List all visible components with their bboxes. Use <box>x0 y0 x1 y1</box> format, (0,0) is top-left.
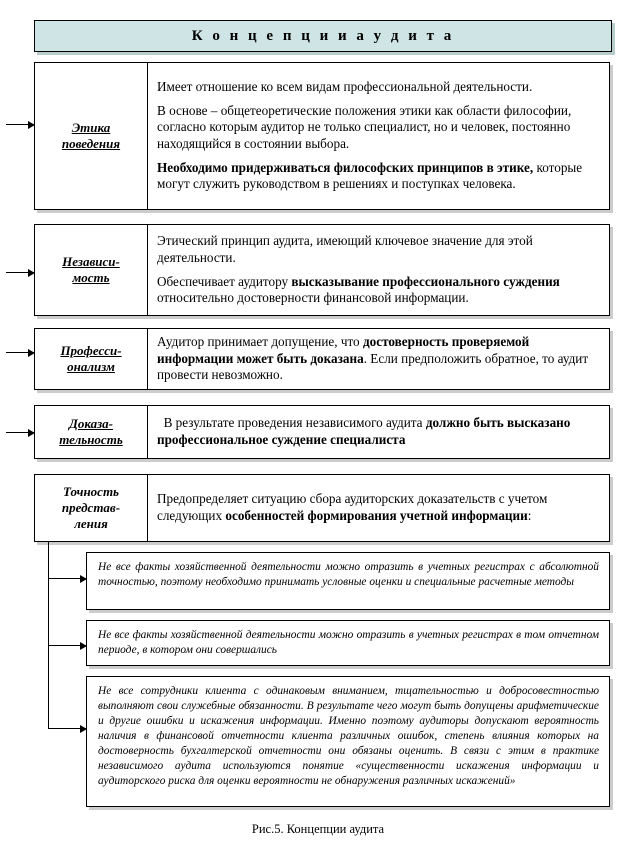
arrow-to-block-2 <box>6 272 34 273</box>
concept-body-evidence <box>147 406 609 458</box>
concept-paragraph: Обеспечивает аудитору высказывание профессионального суждения относительно достоверности финансовой информации. <box>157 273 560 306</box>
concept-paragraph: Необходимо придерживаться философских принципов в этике, которые могут служить руководством в решениях и поступках человека. <box>157 159 583 192</box>
concept-label-professionalism <box>35 329 147 389</box>
diagram-title: К о н ц е п ц и и а у д и т а <box>191 27 455 44</box>
concept-block-independence <box>34 224 610 316</box>
concept-block-accuracy <box>34 474 610 542</box>
figure-caption: Рис.5. Концепции аудита <box>251 822 385 836</box>
note-box <box>86 620 610 666</box>
concept-label-professionalism-text: Професси- онализм <box>60 342 122 374</box>
note-box <box>86 676 610 807</box>
concept-label-independence <box>35 225 147 315</box>
concept-block-evidence <box>34 405 610 459</box>
concept-label-ethics-text: Этика поведения <box>61 119 121 151</box>
concept-paragraph: Аудитор принимает допущение, что достоверность проверяемой информации может быть доказана. Если предположить обратное, то аудит провести невозможно. <box>157 334 589 383</box>
arrow-to-block-3 <box>6 352 34 353</box>
diagram-title-banner <box>34 20 612 52</box>
concept-block-ethics <box>34 62 610 210</box>
concept-paragraph: В результате проведения независимого аудита должно быть высказано профессиональное суждение специалиста <box>157 415 571 447</box>
concept-label-evidence-text: Доказа- тельность <box>59 415 123 447</box>
concept-paragraph: Этический принцип аудита, имеющий ключевое значение для этой деятельности. <box>157 233 533 265</box>
note-text: Не все факты хозяйственной деятельности можно отразить в учетных регистрах в том отчетном периоде, в котором они совершались <box>98 629 599 657</box>
concept-label-accuracy <box>35 475 147 541</box>
concept-label-independence-text: Независи- мость <box>62 253 120 285</box>
concept-label-accuracy-text: Точность представ- ления <box>61 483 121 532</box>
arrow-to-block-1 <box>6 124 34 125</box>
concept-label-evidence <box>35 406 147 458</box>
accuracy-bracket <box>48 542 49 728</box>
note-text: Не все сотрудники клиента с одинаковым вниманием, тщательностью и добросовестностью выполняют свои служебные обязанности. В результате чего могут быть допущены арифметические и другие ошибки и искажения информации. Именно поэтому аудиторы допускают вероятность наличия в финансовой отчетности клиента различных ошибок, степень влияния которых на достоверность бухгалтерской отчетности они обязаны оценить. В связи с этим в практике независимого аудита используются понятие «существенности искажения информации и аудиторского риска для оценки вероятности не обнаружения различных искажений» <box>98 685 599 788</box>
arrow-to-note-1 <box>48 578 86 579</box>
note-box <box>86 552 610 610</box>
concept-label-ethics <box>35 63 147 209</box>
arrow-to-note-3 <box>48 728 86 729</box>
concept-body-ethics <box>147 63 609 209</box>
concept-paragraph: Имеет отношение ко всем видам профессиональной деятельности. <box>157 79 533 95</box>
concept-body-independence <box>147 225 609 315</box>
concept-body-accuracy <box>147 475 609 541</box>
note-text: Не все факты хозяйственной деятельности можно отразить в учетных регистрах с абсолютной точностью, поэтому необходимо принимать условные оценки и специальные расчетные методы <box>98 561 599 589</box>
arrow-to-note-2 <box>48 645 86 646</box>
concept-paragraph: Предопределяет ситуацию сбора аудиторских доказательств с учетом следующих особенностей формирования учетной информации: <box>157 491 548 523</box>
concept-body-professionalism <box>147 329 609 389</box>
arrow-to-block-4 <box>6 432 34 433</box>
concept-block-professionalism <box>34 328 610 390</box>
concept-paragraph: В основе – общетеоретические положения этики как области философии, согласно которым аудитор не только специалист, но и человек, постоянно находящийся в состоянии выбора. <box>157 102 572 151</box>
